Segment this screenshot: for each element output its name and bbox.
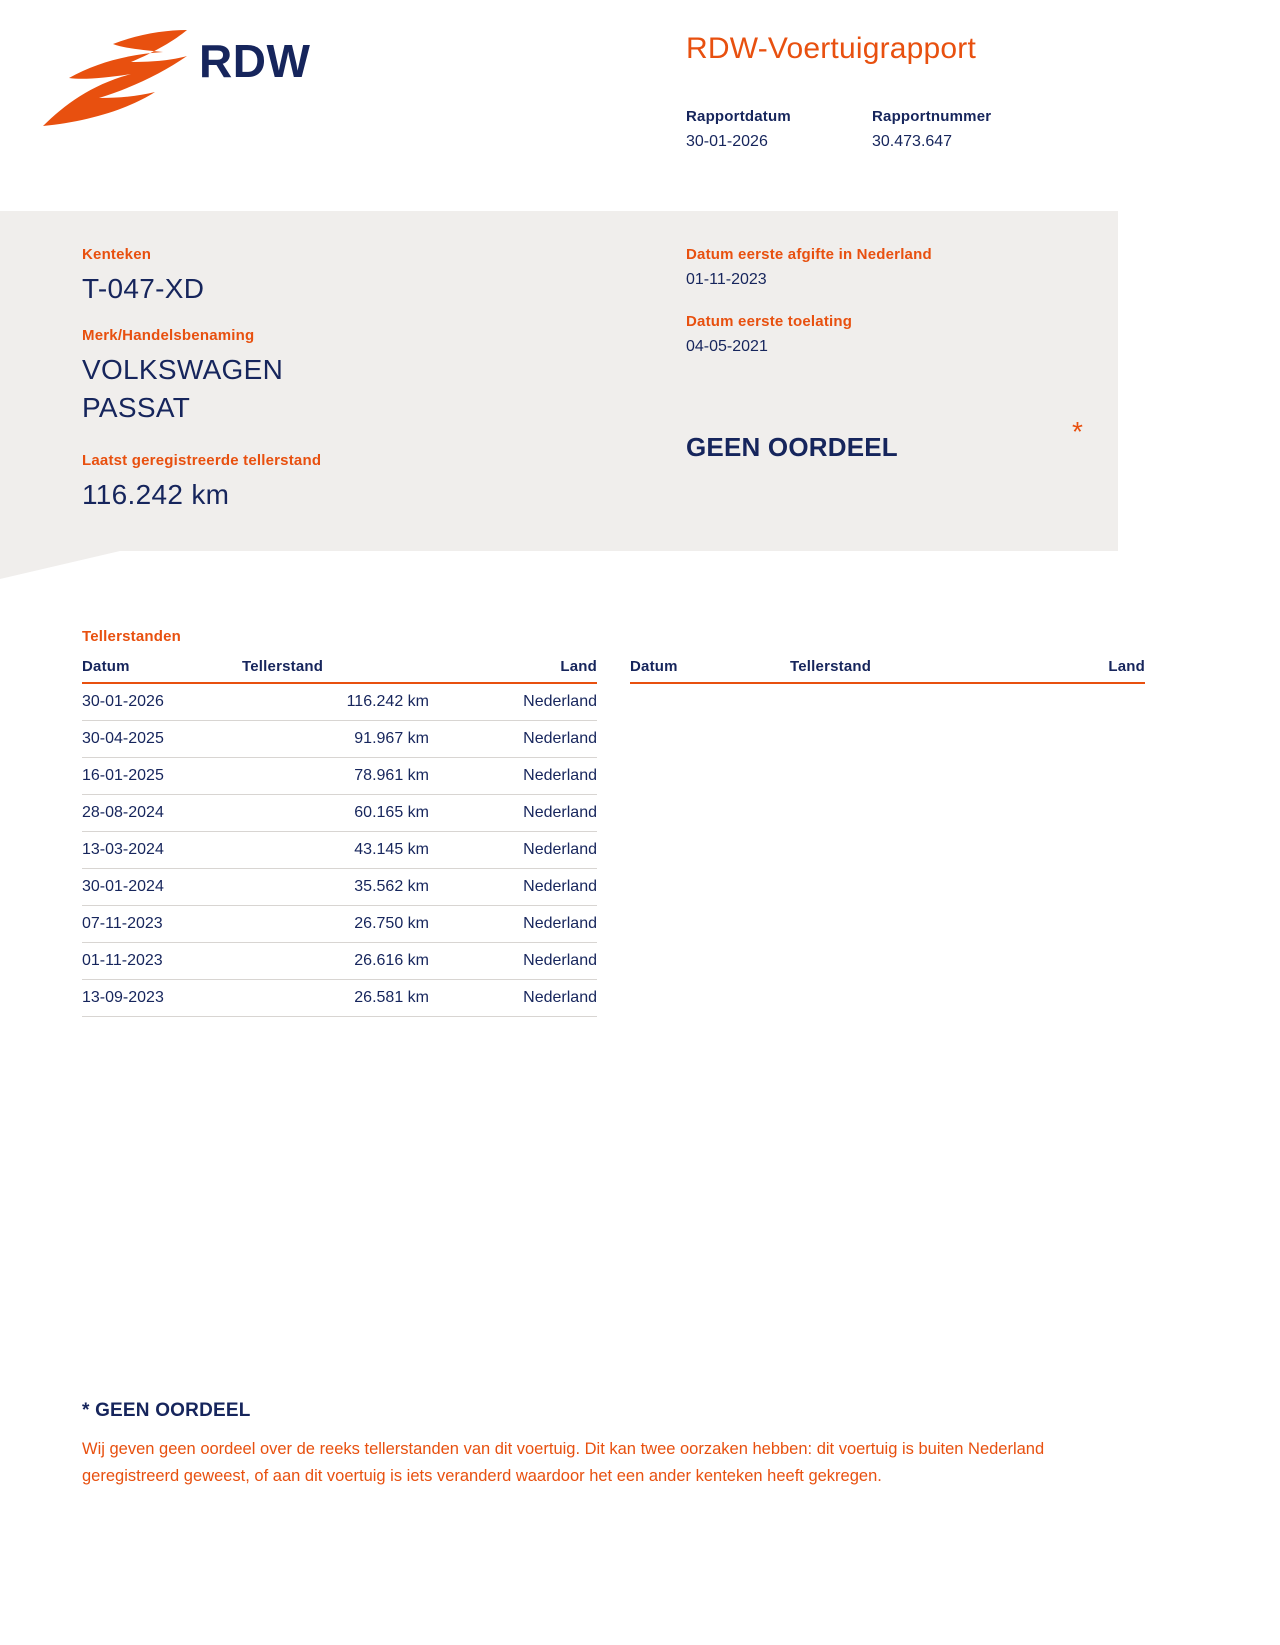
cell-land: Nederland	[457, 758, 597, 795]
brand-label: Merk/Handelsbenaming	[82, 327, 255, 344]
table-head	[82, 658, 597, 683]
odometer-table-right	[630, 628, 1145, 1017]
table-row	[82, 832, 597, 869]
cell-land: Nederland	[457, 869, 597, 906]
report-date-value: 30-01-2026	[686, 133, 768, 150]
report-number-value: 30.473.647	[872, 133, 953, 150]
column-header-tellerstand: Tellerstand	[790, 658, 1005, 683]
cell-land: Nederland	[457, 683, 597, 721]
footnote-title: * GEEN OORDEEL	[82, 1400, 251, 1421]
table-row	[82, 906, 597, 943]
cell-datum: 28-08-2024	[82, 795, 242, 832]
odometer-readings-table-continued	[630, 658, 1145, 684]
cell-tellerstand: 60.165 km	[242, 795, 457, 832]
rdw-swoosh-icon	[35, 18, 195, 128]
column-header-tellerstand: Tellerstand	[242, 658, 457, 683]
odometer-tables	[82, 628, 1222, 1017]
document-header	[0, 0, 1280, 210]
report-meta	[686, 108, 1100, 151]
table-row	[82, 869, 597, 906]
verdict-footnote-marker: *	[1072, 416, 1083, 447]
vehicle-summary-right	[686, 246, 1116, 463]
first-admission-label: Datum eerste toelating	[686, 313, 853, 330]
table-row	[82, 980, 597, 1017]
table-row	[82, 795, 597, 832]
first-issue-label: Datum eerste afgifte in Nederland	[686, 246, 932, 263]
cell-datum: 13-03-2024	[82, 832, 242, 869]
odometer-table-left	[82, 628, 597, 1017]
cell-land: Nederland	[457, 943, 597, 980]
cell-land: Nederland	[457, 906, 597, 943]
cell-tellerstand: 91.967 km	[242, 721, 457, 758]
panel-corner-notch	[0, 551, 120, 579]
cell-tellerstand: 43.145 km	[242, 832, 457, 869]
verdict-badge: GEEN OORDEEL	[686, 432, 898, 462]
odometer-readings-table	[82, 658, 597, 1017]
last-odometer-value: 116.242 km	[82, 479, 230, 510]
first-issue-value: 01-11-2023	[686, 271, 767, 288]
table-row	[82, 683, 597, 721]
cell-tellerstand: 116.242 km	[242, 683, 457, 721]
odometer-table-right-caption	[630, 628, 1145, 646]
rdw-logo	[35, 18, 310, 128]
column-header-datum: Datum	[82, 658, 242, 683]
report-date-label: Rapportdatum	[686, 108, 791, 125]
column-header-datum: Datum	[630, 658, 790, 683]
cell-datum: 16-01-2025	[82, 758, 242, 795]
cell-tellerstand: 26.616 km	[242, 943, 457, 980]
cell-datum: 13-09-2023	[82, 980, 242, 1017]
cell-datum: 07-11-2023	[82, 906, 242, 943]
table-row	[82, 758, 597, 795]
table-header-row	[630, 658, 1145, 683]
cell-tellerstand: 26.750 km	[242, 906, 457, 943]
footnote-text: Wij geven geen oordeel over de reeks tellerstanden van dit voertuig. Dit kan twee oorzaken hebben: dit voertuig is buiten Nederland geregistreerd geweest, of aan dit voertuig is iets veranderd waardoor het een ander kenteken heeft gekregen.	[82, 1440, 1045, 1485]
brand-value-line2: PASSAT	[82, 392, 191, 423]
report-number-label: Rapportnummer	[872, 108, 992, 125]
footnote-block	[82, 1400, 1082, 1489]
rdw-logo-text: RDW	[199, 35, 311, 87]
table-head	[630, 658, 1145, 683]
report-date-block	[686, 108, 844, 151]
cell-land: Nederland	[457, 832, 597, 869]
cell-datum: 30-01-2024	[82, 869, 242, 906]
cell-land: Nederland	[457, 980, 597, 1017]
cell-tellerstand: 78.961 km	[242, 758, 457, 795]
column-header-land: Land	[457, 658, 597, 683]
table-header-row	[82, 658, 597, 683]
cell-datum: 30-04-2025	[82, 721, 242, 758]
odometer-table-caption: Tellerstanden	[82, 628, 182, 645]
cell-land: Nederland	[457, 795, 597, 832]
brand-value-line1: VOLKSWAGEN	[82, 354, 284, 385]
plate-label: Kenteken	[82, 246, 152, 263]
table-row	[82, 943, 597, 980]
table-row	[82, 721, 597, 758]
table-body	[82, 683, 597, 1017]
cell-datum: 30-01-2026	[82, 683, 242, 721]
cell-tellerstand: 35.562 km	[242, 869, 457, 906]
last-odometer-label: Laatst geregistreerde tellerstand	[82, 452, 322, 469]
cell-tellerstand: 26.581 km	[242, 980, 457, 1017]
cell-land: Nederland	[457, 721, 597, 758]
page-title: RDW-Voertuigrapport	[686, 32, 977, 65]
report-number-block	[872, 108, 1072, 151]
cell-datum: 01-11-2023	[82, 943, 242, 980]
vehicle-summary-left	[82, 246, 642, 533]
first-admission-value: 04-05-2021	[686, 338, 768, 355]
column-header-land: Land	[1005, 658, 1145, 683]
plate-value: T-047-XD	[82, 273, 205, 304]
